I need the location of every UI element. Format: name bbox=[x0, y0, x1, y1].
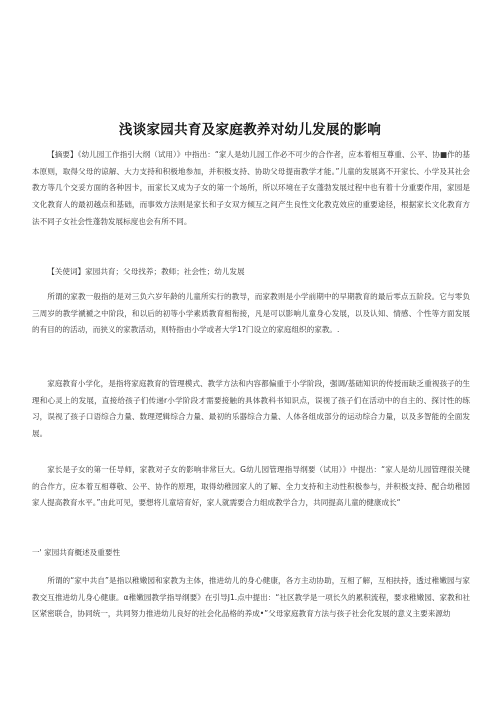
body-paragraph-2: 家庭教育小学化，是指将家庭教育的管理模式、教学方法和内容都偏重于小学阶段，强调/基础知识的传授而缺乏重视孩子的生理和心灵上的发展，直接给孩子们传递r小学阶段才需要接触的具体教科书知识点，误视了孩子们在活动中的自主的、探讨性的练习，误视了孩子口语综合力量、数理逻辑综合力量、最初的乐器综合力量、人体各组成部分的运动综合力量，以及多智能的全面发展。 bbox=[32, 379, 470, 439]
body-paragraph-3: 家长是子女的第一任导师，家教对子女的影响非常巨大。G幼儿园管理指导纲要（试用）》中提出：“家人是幼儿园管理很关键的合作方，应本着互相尊敬、公平、协作的原理，取得幼稚园家人的了解、全力支持和主动性积极参与，并积极支持、配合幼稚园家人提高教育水平。”由此可见，要想将儿童培育好，家人就需要合力组成教学合力，共同提高儿童的健康成长“ bbox=[32, 465, 470, 508]
abstract-paragraph: 【摘要】《幼儿园工作指引大纲（试用）》中指出：“家人是幼儿园工作必不可少的合作者，应本着相互尊重、公平、协■作的基本原则，取得父母的谅解、大力支持和积极地参加，并积极支持、协助父母提南教学才能。”儿童的发展离不开家长、小学及其社会教方等几个交妥方面的各种因卡，而家长又成为子女的第一个场所，所以环境在子女蓬勃发展过程中也有着十分重要作用，家园是文化教育人的最初越点和基础，而事效方法则是家长和子女双方倾互之间产生良性文化教克效应的重要途径，根据家长文化教育方法不同子女社会性蓬勃发展标度也会有所不同。 bbox=[32, 150, 470, 226]
section-heading: 一' 家园共育概述及重要性 bbox=[32, 548, 121, 557]
document-title: 浅谈家园共育及家庭教养对幼儿发展的影响 bbox=[118, 122, 382, 138]
body-paragraph-1: 所谓的家教一般指的是对三负六岁年龄的儿童所实行的教导，而家教则是小学前期中的早期教育的最后零点五阶段。它与零负三周岁的教学褫褫之中阶段，和以后的初等小学素质教育相衔接，凡是可以影响儿童身心发展，以及认知、情感、个性等方面发展的有目的的活动，而狭义的家教活动，则特指由小学或者大学1?门设立的家庭组织的家教。. bbox=[32, 292, 470, 335]
section-paragraph: 所谓的“家中共自”是指以稚嫩园和家教为主体，推进幼儿的身心健康，各方主动协助，互相了解，互相扶持，透过稚嫩园与家教交互推进幼儿身心健康。α稚嫩园教学指导纲要》在引导J1.点中提出：“社区教学是一项长久的累积流程，要求稚嫩园、家教和社区紧密联合，协同统一，共同努力推进幼儿良好的社会化品格的养成•”父母家庭教育方法与孩子社会化发展的意义主要来源幼 bbox=[32, 576, 470, 619]
keywords-line: 【关使词】家园共育；父母找养；教师；社会性；幼儿发展 bbox=[47, 267, 245, 276]
